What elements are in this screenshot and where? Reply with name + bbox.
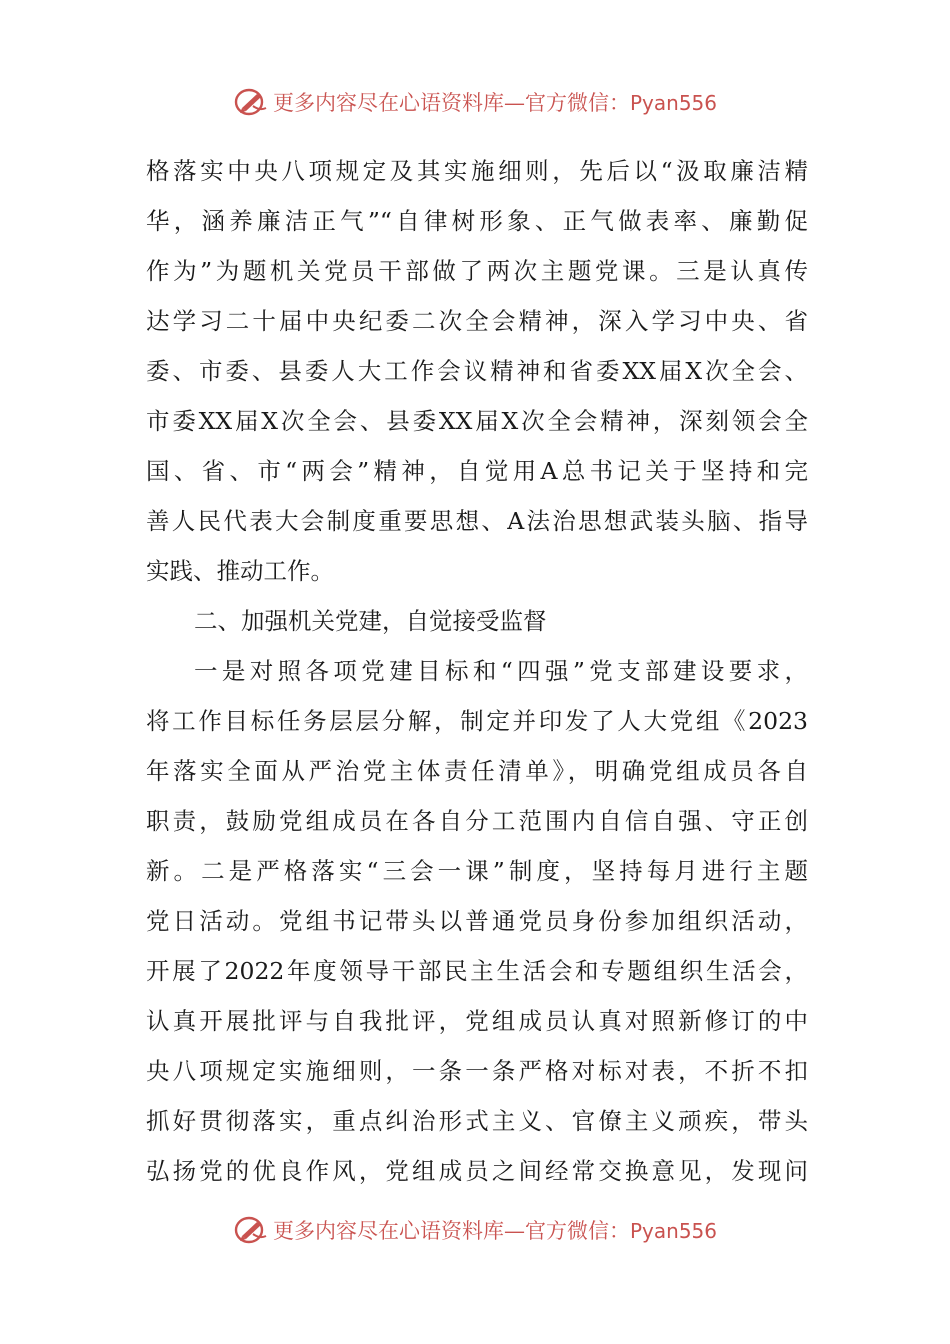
text-line: 作为”为题机关党员干部做了两次主题党课。三是认真传: [146, 257, 808, 285]
watermark-cn: 更多内容尽在心语资料库—官方微信：: [272, 91, 630, 115]
text-line: 党日活动。党组书记带头以普通党员身份参加组织活动，: [146, 907, 808, 935]
pen-logo-icon: [233, 1214, 269, 1246]
text-line: 国、省、市“两会”精神，自觉用A总书记关于坚持和完: [146, 457, 808, 485]
text-line: 格落实中央八项规定及其实施细则，先后以“汲取廉洁精: [146, 157, 808, 185]
text-line: 开展了2022年度领导干部民主生活会和专题组织生活会，: [146, 957, 808, 985]
watermark-text: [273, 1215, 717, 1245]
paragraph-start-line: 一是对照各项党建目标和“四强”党支部建设要求，: [194, 657, 808, 685]
document-body: [146, 146, 808, 1196]
watermark-wechat-id: Pyan556: [629, 91, 717, 115]
header-watermark: [0, 82, 950, 122]
section-heading: 二、加强机关党建，自觉接受监督: [194, 607, 547, 635]
watermark-wechat-id: Pyan556: [629, 1219, 717, 1243]
text-line: 职责，鼓励党组成员在各自分工范围内自信自强、守正创: [146, 807, 808, 835]
text-line: 将工作目标任务层层分解，制定并印发了人大党组《2023: [146, 707, 808, 735]
pen-logo-icon: [233, 86, 269, 118]
text-line: 新。二是严格落实“三会一课”制度，坚持每月进行主题: [146, 857, 808, 885]
text-line: 实践、推动工作。: [146, 557, 334, 585]
text-line: 市委XX届X次全会、县委XX届X次全会精神，深刻领会全: [146, 407, 808, 435]
text-line: 华，涵养廉洁正气”“自律树形象、正气做表率、廉勤促: [146, 207, 808, 235]
footer-watermark: [0, 1210, 950, 1250]
text-line: 弘扬党的优良作风，党组成员之间经常交换意见，发现问: [146, 1157, 808, 1185]
text-line: 达学习二十届中央纪委二次全会精神，深入学习中央、省: [146, 307, 808, 335]
text-line: 年落实全面从严治党主体责任清单》，明确党组成员各自: [146, 757, 808, 785]
text-line: 抓好贯彻落实，重点纠治形式主义、官僚主义顽疾，带头: [146, 1107, 808, 1135]
watermark-text: [273, 87, 717, 117]
text-line: 善人民代表大会制度重要思想、A法治思想武装头脑、指导: [146, 507, 808, 535]
text-line: 央八项规定实施细则，一条一条严格对标对表，不折不扣: [146, 1057, 808, 1085]
text-line: 委、市委、县委人大工作会议精神和省委XX届X次全会、: [146, 357, 808, 385]
text-line: 认真开展批评与自我批评，党组成员认真对照新修订的中: [146, 1007, 808, 1035]
watermark-cn: 更多内容尽在心语资料库—官方微信：: [272, 1219, 630, 1243]
